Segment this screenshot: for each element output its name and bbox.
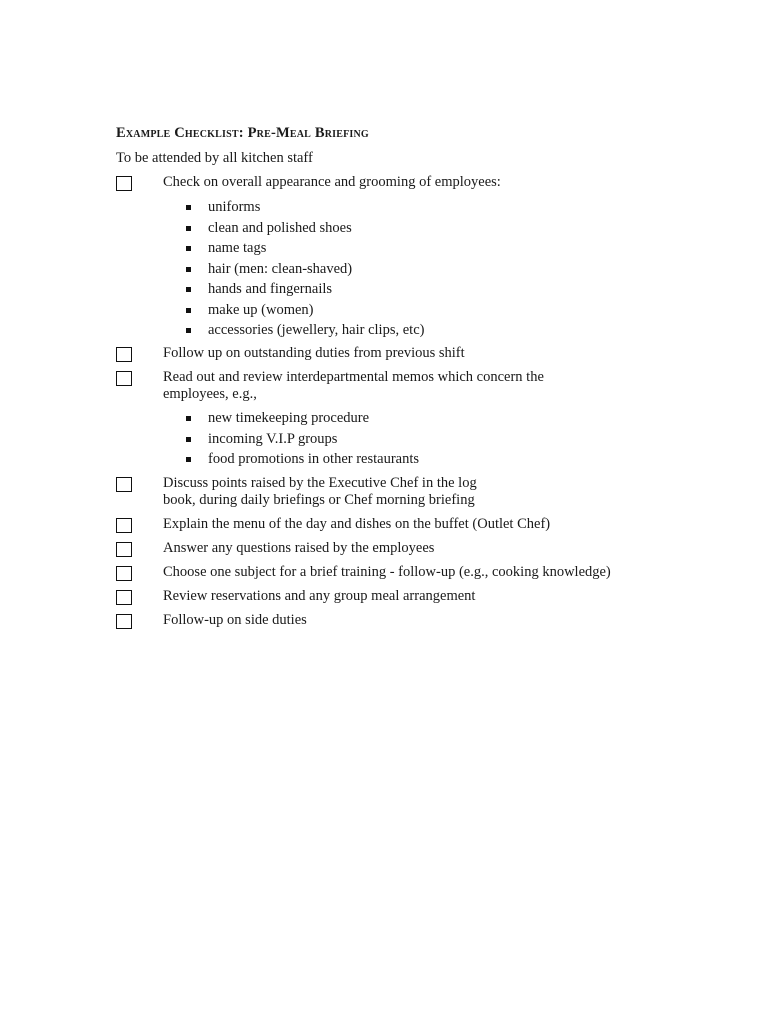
- square-bullet-icon: [186, 287, 191, 292]
- square-bullet-icon: [186, 205, 191, 210]
- item-line: Follow up on outstanding duties from previous shift: [163, 345, 465, 361]
- checkbox[interactable]: [116, 477, 132, 492]
- square-bullet-icon: [186, 457, 191, 462]
- square-bullet-icon: [186, 267, 191, 272]
- checkbox[interactable]: [116, 566, 132, 581]
- item-line: Explain the menu of the day and dishes on the buffet (Outlet Chef): [163, 516, 551, 532]
- document-subtitle: To be attended by all kitchen staff: [116, 150, 313, 166]
- checkbox[interactable]: [116, 176, 132, 191]
- square-bullet-icon: [186, 308, 191, 313]
- checkbox[interactable]: [116, 590, 132, 605]
- square-bullet-icon: [186, 437, 191, 442]
- checkbox[interactable]: [116, 371, 132, 386]
- checklist-item-text: [163, 475, 683, 509]
- checklist-item-text: [163, 612, 683, 629]
- square-bullet-icon: [186, 226, 191, 231]
- checkbox[interactable]: [116, 614, 132, 629]
- item-line: Answer any questions raised by the employees: [163, 540, 435, 556]
- item-line: book, during daily briefings or Chef morning briefing: [163, 492, 475, 508]
- checklist-item-text: [163, 516, 683, 533]
- item-line: Choose one subject for a brief training - follow-up (e.g., cooking knowledge): [163, 564, 611, 580]
- checklist-item-text: [163, 564, 683, 581]
- checklist-item-text: [163, 540, 683, 557]
- item-line: Follow-up on side duties: [163, 612, 307, 628]
- checklist-item-text: [163, 369, 683, 403]
- checklist-item-text: [163, 174, 683, 191]
- square-bullet-icon: [186, 416, 191, 421]
- document-page: Example Checklist: Pre-Meal Briefing To be attended by all kitchen staff Check on overall appearance and grooming of employees: uniforms clean and polished shoes name tags hair (men: clean-shaved) hands and fingernails make up (women) accessories (jewellery, hair clips, etc) Follow up on outstanding duties from previous shift Read out and review interdepartmental memos which concern the employees, e.g., new timekeeping procedure incoming V.I.P groups food promotions in other restaurants Discuss points raised by the Executive Chef in the log book, during daily briefings or Chef morning briefing Explain the menu of the day and dishes on the buffet (Outlet Chef) Answer any questions raised by the employees Choose one subject for a brief training - follow-up (e.g., cooking knowledge) Review reservations and any group meal arrangement Follow-up on side duties: [0, 0, 768, 1024]
- checkbox[interactable]: [116, 518, 132, 533]
- item-line: Check on overall appearance and grooming of employees:: [163, 174, 501, 190]
- item-line: Review reservations and any group meal arrangement: [163, 588, 476, 604]
- item-line: employees, e.g.,: [163, 386, 257, 402]
- checkbox[interactable]: [116, 542, 132, 557]
- item-line: Read out and review interdepartmental memos which concern the: [163, 369, 544, 385]
- checklist-item-text: [163, 588, 683, 605]
- checklist-item-text: [163, 345, 683, 362]
- checkbox[interactable]: [116, 347, 132, 362]
- item-line: Discuss points raised by the Executive Chef in the log: [163, 475, 477, 491]
- square-bullet-icon: [186, 246, 191, 251]
- square-bullet-icon: [186, 328, 191, 333]
- document-title: Example Checklist: Pre-Meal Briefing: [116, 125, 369, 141]
